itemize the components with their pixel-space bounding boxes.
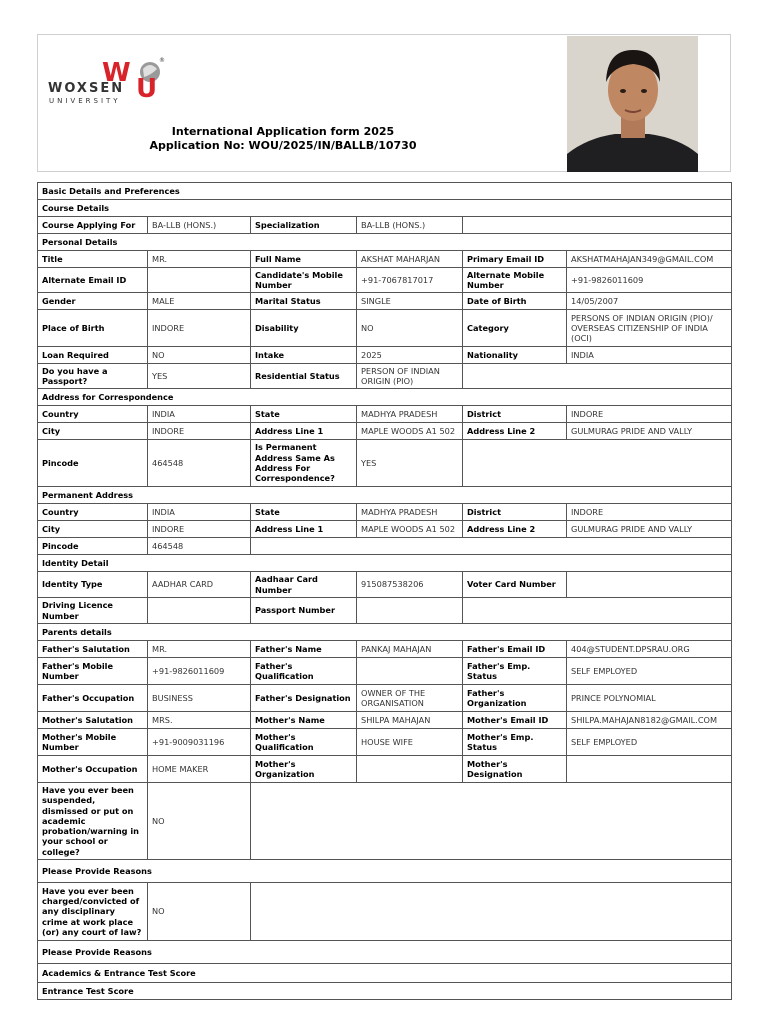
subsection-personal-details: Personal Details: [38, 234, 732, 251]
c-district-value: INDORE: [567, 406, 732, 423]
father-qualification-value: [357, 658, 463, 685]
empty-cell: [251, 883, 732, 941]
p-state-value: MADHYA PRADESH: [357, 504, 463, 521]
p-district-value: INDORE: [567, 504, 732, 521]
empty-cell: [463, 440, 732, 487]
empty-cell: [251, 538, 732, 555]
empty-cell: [463, 217, 732, 234]
place-of-birth-value: INDORE: [148, 310, 251, 347]
passport-question-value: YES: [148, 364, 251, 389]
mother-salutation-value: MRS.: [148, 712, 251, 729]
c-district-label: District: [463, 406, 567, 423]
mother-qualification-label: Mother's Qualification: [251, 729, 357, 756]
father-occupation-label: Father's Occupation: [38, 685, 148, 712]
dob-value: 14/05/2007: [567, 293, 732, 310]
category-label: Category: [463, 310, 567, 347]
disability-label: Disability: [251, 310, 357, 347]
intake-value: 2025: [357, 347, 463, 364]
provide-reasons-label-1: Please Provide Reasons: [38, 860, 732, 883]
dob-label: Date of Birth: [463, 293, 567, 310]
category-value: PERSONS OF INDIAN ORIGIN (PIO)/ OVERSEAS CITIZENSHIP OF INDIA (OCI): [567, 310, 732, 347]
alternate-email-label: Alternate Email ID: [38, 268, 148, 293]
p-city-value: INDORE: [148, 521, 251, 538]
svg-text:®: ®: [159, 57, 165, 64]
father-salutation-label: Father's Salutation: [38, 641, 148, 658]
mobile-value: +91-7067817017: [357, 268, 463, 293]
subsection-correspondence-address: Address for Correspondence: [38, 389, 732, 406]
father-organization-label: Father's Organization: [463, 685, 567, 712]
section-academics: Academics & Entrance Test Score: [38, 964, 732, 983]
mother-occupation-value: HOME MAKER: [148, 756, 251, 783]
suspended-answer: NO: [148, 783, 251, 860]
empty-cell: [463, 364, 732, 389]
p-country-value: INDIA: [148, 504, 251, 521]
suspended-question: Have you ever been suspended, dismissed or put on academic probation/warning in your school or college?: [38, 783, 148, 860]
father-organization-value: PRINCE POLYNOMIAL: [567, 685, 732, 712]
primary-email-label: Primary Email ID: [463, 251, 567, 268]
gender-value: MALE: [148, 293, 251, 310]
mother-organization-label: Mother's Organization: [251, 756, 357, 783]
charged-answer: NO: [148, 883, 251, 941]
nationality-label: Nationality: [463, 347, 567, 364]
mother-emp-status-label: Mother's Emp. Status: [463, 729, 567, 756]
driving-licence-label: Driving Licence Number: [38, 598, 148, 624]
course-applying-label: Course Applying For: [38, 217, 148, 234]
voter-card-value: [567, 572, 732, 598]
father-mobile-value: +91-9826011609: [148, 658, 251, 685]
p-address-line1-value: MAPLE WOODS A1 502: [357, 521, 463, 538]
driving-licence-value: [148, 598, 251, 624]
application-number: Application No: WOU/2025/IN/BALLB/10730: [149, 139, 417, 152]
mother-email-label: Mother's Email ID: [463, 712, 567, 729]
logo-subtitle: UNIVERSITY: [49, 97, 121, 105]
form-title: International Application form 2025: [171, 125, 395, 138]
mother-designation-value: [567, 756, 732, 783]
mobile-label: Candidate's Mobile Number: [251, 268, 357, 293]
p-address-line1-label: Address Line 1: [251, 521, 357, 538]
mother-qualification-value: HOUSE WIFE: [357, 729, 463, 756]
specialization-label: Specialization: [251, 217, 357, 234]
intake-label: Intake: [251, 347, 357, 364]
p-pincode-value: 464548: [148, 538, 251, 555]
alternate-email-value: [148, 268, 251, 293]
charged-question: Have you ever been charged/convicted of any disciplinary crime at work place (or) any court of law?: [38, 883, 148, 941]
mother-name-value: SHILPA MAHAJAN: [357, 712, 463, 729]
c-city-value: INDORE: [148, 423, 251, 440]
mother-mobile-value: +91-9009031196: [148, 729, 251, 756]
title-label: Title: [38, 251, 148, 268]
loan-value: NO: [148, 347, 251, 364]
form-heading: [128, 125, 438, 153]
title-value: MR.: [148, 251, 251, 268]
empty-cell: [463, 598, 732, 624]
p-district-label: District: [463, 504, 567, 521]
subsection-course-details: Course Details: [38, 200, 732, 217]
passport-question-label: Do you have a Passport?: [38, 364, 148, 389]
full-name-value: AKSHAT MAHARJAN: [357, 251, 463, 268]
c-state-value: MADHYA PRADESH: [357, 406, 463, 423]
form-header: [37, 34, 731, 172]
residential-status-value: PERSON OF INDIAN ORIGIN (PIO): [357, 364, 463, 389]
c-address-line1-label: Address Line 1: [251, 423, 357, 440]
c-address-line1-value: MAPLE WOODS A1 502: [357, 423, 463, 440]
aadhaar-number-value: 915087538206: [357, 572, 463, 598]
place-of-birth-label: Place of Birth: [38, 310, 148, 347]
father-email-value: 404@STUDENT.DPSRAU.ORG: [567, 641, 732, 658]
primary-email-value: AKSHATMAHAJAN349@GMAIL.COM: [567, 251, 732, 268]
course-applying-value: BA-LLB (HONS.): [148, 217, 251, 234]
residential-status-label: Residential Status: [251, 364, 357, 389]
father-emp-status-value: SELF EMPLOYED: [567, 658, 732, 685]
mother-name-label: Mother's Name: [251, 712, 357, 729]
father-designation-label: Father's Designation: [251, 685, 357, 712]
applicant-photo: [567, 36, 698, 172]
identity-type-value: AADHAR CARD: [148, 572, 251, 598]
father-salutation-value: MR.: [148, 641, 251, 658]
c-country-label: Country: [38, 406, 148, 423]
woxsen-logo: [48, 47, 188, 107]
subsection-permanent-address: Permanent Address: [38, 487, 732, 504]
logo-wordmark: WOXSEN: [48, 81, 125, 96]
father-name-value: PANKAJ MAHAJAN: [357, 641, 463, 658]
p-city-label: City: [38, 521, 148, 538]
mother-organization-value: [357, 756, 463, 783]
c-pincode-value: 464548: [148, 440, 251, 487]
marital-status-value: SINGLE: [357, 293, 463, 310]
section-basic-details: Basic Details and Preferences: [38, 183, 732, 200]
father-occupation-value: BUSINESS: [148, 685, 251, 712]
mother-mobile-label: Mother's Mobile Number: [38, 729, 148, 756]
p-country-label: Country: [38, 504, 148, 521]
p-pincode-label: Pincode: [38, 538, 148, 555]
c-address-line2-value: GULMURAG PRIDE AND VALLY: [567, 423, 732, 440]
father-emp-status-label: Father's Emp. Status: [463, 658, 567, 685]
mother-salutation-label: Mother's Salutation: [38, 712, 148, 729]
subsection-parents-details: Parents details: [38, 624, 732, 641]
marital-status-label: Marital Status: [251, 293, 357, 310]
subsection-identity-detail: Identity Detail: [38, 555, 732, 572]
alternate-mobile-value: +91-9826011609: [567, 268, 732, 293]
c-pincode-label: Pincode: [38, 440, 148, 487]
mother-designation-label: Mother's Designation: [463, 756, 567, 783]
gender-label: Gender: [38, 293, 148, 310]
aadhaar-number-label: Aadhaar Card Number: [251, 572, 357, 598]
mother-email-value: SHILPA.MAHAJAN8182@GMAIL.COM: [567, 712, 732, 729]
subsection-entrance-test-score: Entrance Test Score: [38, 983, 732, 1000]
c-state-label: State: [251, 406, 357, 423]
p-address-line2-value: GULMURAG PRIDE AND VALLY: [567, 521, 732, 538]
application-form-table: [37, 182, 732, 1000]
passport-number-label: Passport Number: [251, 598, 357, 624]
voter-card-label: Voter Card Number: [463, 572, 567, 598]
alternate-mobile-label: Alternate Mobile Number: [463, 268, 567, 293]
same-address-value: YES: [357, 440, 463, 487]
logo-u-letter: U: [136, 74, 158, 104]
father-qualification-label: Father's Qualification: [251, 658, 357, 685]
p-address-line2-label: Address Line 2: [463, 521, 567, 538]
full-name-label: Full Name: [251, 251, 357, 268]
mother-occupation-label: Mother's Occupation: [38, 756, 148, 783]
c-city-label: City: [38, 423, 148, 440]
father-email-label: Father's Email ID: [463, 641, 567, 658]
empty-cell: [251, 783, 732, 860]
c-country-value: INDIA: [148, 406, 251, 423]
same-address-label: Is Permanent Address Same As Address For Correspondence?: [251, 440, 357, 487]
father-mobile-label: Father's Mobile Number: [38, 658, 148, 685]
passport-number-value: [357, 598, 463, 624]
mother-emp-status-value: SELF EMPLOYED: [567, 729, 732, 756]
disability-value: NO: [357, 310, 463, 347]
nationality-value: INDIA: [567, 347, 732, 364]
logo-w-letter: W: [102, 58, 131, 88]
p-state-label: State: [251, 504, 357, 521]
specialization-value: BA-LLB (HONS.): [357, 217, 463, 234]
c-address-line2-label: Address Line 2: [463, 423, 567, 440]
identity-type-label: Identity Type: [38, 572, 148, 598]
father-designation-value: OWNER OF THE ORGANISATION: [357, 685, 463, 712]
father-name-label: Father's Name: [251, 641, 357, 658]
loan-label: Loan Required: [38, 347, 148, 364]
provide-reasons-label-2: Please Provide Reasons: [38, 941, 732, 964]
